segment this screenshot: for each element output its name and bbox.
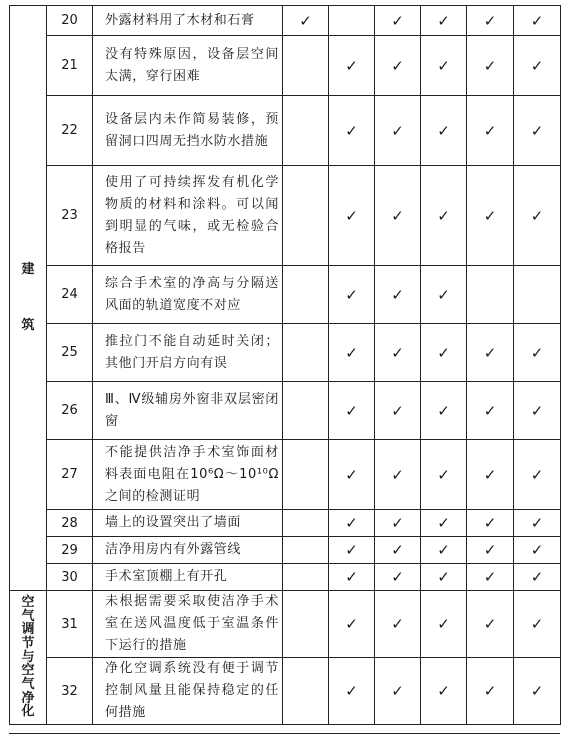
check-mark-icon: ✓ bbox=[345, 285, 358, 304]
check-mark-icon: ✓ bbox=[483, 401, 497, 420]
check-mark-icon: ✓ bbox=[345, 206, 358, 225]
check-cell bbox=[514, 510, 561, 537]
category-char: 气 bbox=[21, 608, 35, 624]
category-char: 与 bbox=[21, 649, 35, 665]
item-description: 手术室顶棚上有开孔 bbox=[93, 564, 283, 591]
table-bottom-rule bbox=[9, 733, 560, 734]
check-mark-icon: ✓ bbox=[391, 343, 404, 362]
check-mark-icon: ✓ bbox=[437, 11, 450, 30]
check-cell bbox=[283, 6, 329, 36]
check-cell bbox=[283, 324, 329, 382]
check-cell bbox=[514, 96, 561, 166]
check-cell bbox=[375, 564, 421, 591]
category-char: 化 bbox=[21, 704, 35, 720]
check-mark-icon: ✓ bbox=[345, 121, 358, 140]
check-cell bbox=[514, 382, 561, 440]
item-number: 31 bbox=[47, 591, 93, 658]
category-cell-hvac bbox=[10, 591, 47, 725]
item-description: 不能提供洁净手术室饰面材料表面电阻在10⁶Ω～10¹⁰Ω之间的检测证明 bbox=[93, 440, 283, 510]
check-cell bbox=[283, 382, 329, 440]
item-description: 洁净用房内有外露管线 bbox=[93, 537, 283, 564]
item-number: 23 bbox=[47, 166, 93, 266]
check-cell bbox=[283, 510, 329, 537]
check-cell bbox=[283, 537, 329, 564]
category-char: 气 bbox=[21, 676, 35, 692]
item-number: 24 bbox=[47, 266, 93, 324]
check-mark-icon: ✓ bbox=[391, 121, 404, 140]
check-mark-icon: ✓ bbox=[437, 401, 450, 420]
item-description: 设备层内未作简易装修，预留洞口四周无挡水防水措施 bbox=[93, 96, 283, 166]
check-cell bbox=[329, 6, 375, 36]
item-description: 使用了可持续挥发有机化学物质的材料和涂料。可以闻到明显的气味，或无检验合格报告 bbox=[93, 166, 283, 266]
check-cell bbox=[467, 324, 514, 382]
item-description: 净化空调系统没有便于调节控制风量且能保持稳定的任何措施 bbox=[93, 658, 283, 725]
check-cell bbox=[514, 166, 561, 266]
check-mark-icon: ✓ bbox=[345, 401, 358, 420]
check-mark-icon: ✓ bbox=[530, 615, 544, 633]
check-mark-icon: ✓ bbox=[391, 682, 404, 700]
check-mark-icon: ✓ bbox=[391, 401, 404, 420]
check-mark-icon: ✓ bbox=[483, 11, 497, 30]
check-mark-icon: ✓ bbox=[391, 541, 404, 559]
check-mark-icon: ✓ bbox=[437, 465, 450, 484]
check-mark-icon: ✓ bbox=[437, 121, 450, 140]
check-mark-icon: ✓ bbox=[391, 11, 404, 30]
check-mark-icon: ✓ bbox=[391, 56, 404, 75]
check-mark-icon: ✓ bbox=[437, 343, 450, 362]
check-mark-icon: ✓ bbox=[530, 121, 544, 140]
table-row bbox=[10, 324, 561, 382]
check-cell bbox=[514, 658, 561, 725]
item-number: 20 bbox=[47, 6, 93, 36]
check-cell bbox=[329, 591, 375, 658]
check-cell bbox=[421, 324, 467, 382]
check-cell bbox=[329, 440, 375, 510]
check-mark-icon: ✓ bbox=[299, 11, 312, 30]
check-cell bbox=[283, 591, 329, 658]
table-row bbox=[10, 382, 561, 440]
item-number: 22 bbox=[47, 96, 93, 166]
check-mark-icon: ✓ bbox=[530, 343, 544, 362]
check-cell bbox=[375, 166, 421, 266]
check-mark-icon: ✓ bbox=[391, 514, 404, 532]
check-mark-icon: ✓ bbox=[483, 514, 497, 532]
check-cell bbox=[329, 96, 375, 166]
check-mark-icon: ✓ bbox=[391, 615, 404, 633]
check-mark-icon: ✓ bbox=[483, 568, 497, 586]
check-mark-icon: ✓ bbox=[530, 465, 544, 484]
check-cell bbox=[514, 537, 561, 564]
table-row bbox=[10, 564, 561, 591]
check-mark-icon: ✓ bbox=[483, 682, 497, 700]
check-mark-icon: ✓ bbox=[530, 401, 544, 420]
check-cell bbox=[283, 166, 329, 266]
check-cell bbox=[283, 440, 329, 510]
check-mark-icon: ✓ bbox=[530, 514, 544, 532]
check-cell bbox=[283, 36, 329, 96]
item-number: 32 bbox=[47, 658, 93, 725]
check-mark-icon: ✓ bbox=[483, 206, 497, 225]
check-cell bbox=[329, 166, 375, 266]
check-cell bbox=[421, 591, 467, 658]
table-row bbox=[10, 6, 561, 36]
check-cell bbox=[421, 537, 467, 564]
check-cell bbox=[514, 324, 561, 382]
check-mark-icon: ✓ bbox=[437, 285, 450, 304]
check-cell bbox=[329, 510, 375, 537]
item-description: 没有特殊原因，设备层空间太满，穿行困难 bbox=[93, 36, 283, 96]
check-mark-icon: ✓ bbox=[345, 465, 358, 484]
check-cell bbox=[375, 6, 421, 36]
check-mark-icon: ✓ bbox=[345, 541, 358, 559]
check-cell bbox=[467, 591, 514, 658]
check-cell bbox=[329, 382, 375, 440]
check-mark-icon: ✓ bbox=[437, 568, 450, 586]
check-mark-icon: ✓ bbox=[483, 121, 497, 140]
item-number: 25 bbox=[47, 324, 93, 382]
check-cell bbox=[421, 166, 467, 266]
table-row bbox=[10, 658, 561, 725]
check-mark-icon: ✓ bbox=[530, 568, 544, 586]
category-cell-building bbox=[10, 6, 47, 591]
table-row bbox=[10, 166, 561, 266]
check-mark-icon: ✓ bbox=[437, 56, 450, 75]
check-cell bbox=[467, 382, 514, 440]
table-row bbox=[10, 510, 561, 537]
check-mark-icon: ✓ bbox=[483, 465, 497, 484]
category-char: 节 bbox=[21, 636, 35, 652]
check-cell bbox=[375, 36, 421, 96]
requirements-checklist-table bbox=[9, 5, 561, 725]
check-cell bbox=[421, 96, 467, 166]
check-cell bbox=[329, 36, 375, 96]
table-row bbox=[10, 96, 561, 166]
check-mark-icon: ✓ bbox=[391, 568, 404, 586]
check-cell bbox=[329, 564, 375, 591]
category-char: 净 bbox=[21, 690, 35, 706]
check-cell bbox=[421, 440, 467, 510]
table-row bbox=[10, 591, 561, 658]
check-cell bbox=[375, 537, 421, 564]
check-cell bbox=[375, 440, 421, 510]
check-cell bbox=[467, 510, 514, 537]
check-mark-icon: ✓ bbox=[483, 56, 497, 75]
table-body bbox=[10, 6, 561, 725]
check-cell bbox=[375, 324, 421, 382]
check-mark-icon: ✓ bbox=[483, 541, 497, 559]
item-description: 综合手术室的净高与分隔送风面的轨道宽度不对应 bbox=[93, 266, 283, 324]
check-cell bbox=[514, 440, 561, 510]
category-char: 筑 bbox=[21, 318, 35, 333]
check-cell bbox=[467, 266, 514, 324]
check-cell bbox=[421, 658, 467, 725]
item-number: 30 bbox=[47, 564, 93, 591]
check-mark-icon: ✓ bbox=[530, 682, 544, 700]
check-cell bbox=[514, 591, 561, 658]
check-cell bbox=[329, 658, 375, 725]
check-mark-icon: ✓ bbox=[391, 285, 404, 304]
check-cell bbox=[283, 266, 329, 324]
check-mark-icon: ✓ bbox=[345, 615, 358, 633]
table-row bbox=[10, 266, 561, 324]
check-cell bbox=[467, 537, 514, 564]
table-row bbox=[10, 440, 561, 510]
check-cell bbox=[467, 440, 514, 510]
check-cell bbox=[467, 166, 514, 266]
check-cell bbox=[283, 96, 329, 166]
check-mark-icon: ✓ bbox=[437, 206, 450, 225]
check-mark-icon: ✓ bbox=[345, 568, 358, 586]
check-cell bbox=[375, 266, 421, 324]
category-char: 调 bbox=[21, 622, 35, 638]
check-cell bbox=[375, 658, 421, 725]
table-row bbox=[10, 36, 561, 96]
check-cell bbox=[375, 382, 421, 440]
check-mark-icon: ✓ bbox=[483, 343, 497, 362]
check-mark-icon: ✓ bbox=[345, 56, 358, 75]
check-cell bbox=[514, 36, 561, 96]
check-mark-icon: ✓ bbox=[530, 206, 544, 225]
check-mark-icon: ✓ bbox=[437, 615, 450, 633]
item-description: 未根据需要采取使洁净手术室在送风温度低于室温条件下运行的措施 bbox=[93, 591, 283, 658]
check-mark-icon: ✓ bbox=[345, 514, 358, 532]
check-cell bbox=[421, 36, 467, 96]
item-description: 外露材料用了木材和石膏 bbox=[93, 6, 283, 36]
check-cell bbox=[283, 658, 329, 725]
check-cell bbox=[421, 6, 467, 36]
item-description: Ⅲ、Ⅳ级辅房外窗非双层密闭窗 bbox=[93, 382, 283, 440]
item-number: 21 bbox=[47, 36, 93, 96]
item-description: 墙上的设置突出了墙面 bbox=[93, 510, 283, 537]
check-cell bbox=[467, 6, 514, 36]
check-cell bbox=[375, 591, 421, 658]
check-cell bbox=[375, 510, 421, 537]
item-number: 27 bbox=[47, 440, 93, 510]
check-mark-icon: ✓ bbox=[483, 615, 497, 633]
check-cell bbox=[467, 564, 514, 591]
check-mark-icon: ✓ bbox=[437, 541, 450, 559]
check-cell bbox=[467, 96, 514, 166]
item-number: 28 bbox=[47, 510, 93, 537]
check-cell bbox=[514, 6, 561, 36]
item-description: 推拉门不能自动延时关闭；其他门开启方向有误 bbox=[93, 324, 283, 382]
check-cell bbox=[375, 96, 421, 166]
check-cell bbox=[467, 36, 514, 96]
check-mark-icon: ✓ bbox=[391, 465, 404, 484]
check-mark-icon: ✓ bbox=[530, 541, 544, 559]
check-mark-icon: ✓ bbox=[530, 56, 544, 75]
item-number: 26 bbox=[47, 382, 93, 440]
category-char: 空 bbox=[21, 663, 35, 679]
check-mark-icon: ✓ bbox=[345, 343, 358, 362]
item-number: 29 bbox=[47, 537, 93, 564]
check-mark-icon: ✓ bbox=[437, 514, 450, 532]
category-char: 空 bbox=[21, 595, 35, 611]
check-cell bbox=[421, 564, 467, 591]
check-cell bbox=[329, 324, 375, 382]
check-cell bbox=[514, 266, 561, 324]
check-cell bbox=[329, 266, 375, 324]
check-cell bbox=[421, 382, 467, 440]
check-cell bbox=[514, 564, 561, 591]
check-cell bbox=[283, 564, 329, 591]
check-cell bbox=[329, 537, 375, 564]
table-row bbox=[10, 537, 561, 564]
category-char: 建 bbox=[21, 262, 35, 278]
check-cell bbox=[421, 510, 467, 537]
check-cell bbox=[421, 266, 467, 324]
check-cell bbox=[467, 658, 514, 725]
check-mark-icon: ✓ bbox=[530, 11, 544, 30]
check-mark-icon: ✓ bbox=[437, 682, 450, 700]
check-mark-icon: ✓ bbox=[345, 682, 358, 700]
check-mark-icon: ✓ bbox=[391, 206, 404, 225]
